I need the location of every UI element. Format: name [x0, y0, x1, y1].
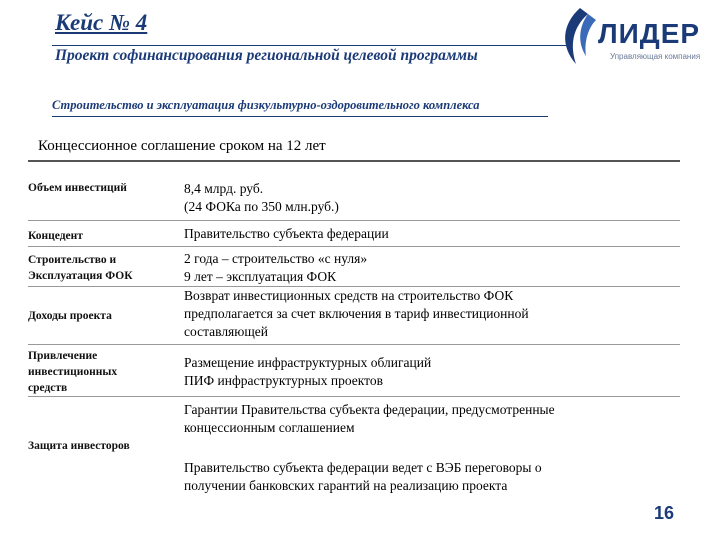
- row-label-funding: Привлечение инвестиционных средств: [28, 350, 118, 394]
- row-value-investment: 8,4 млрд. руб. (24 ФОКа по 350 млн.руб.): [184, 181, 339, 214]
- row-label-investment: Объем инвестиций: [28, 182, 127, 194]
- row-value-construction: 2 года – строительство «с нуля» 9 лет – эксплуатация ФОК: [184, 251, 368, 284]
- row-divider: [28, 344, 680, 345]
- row-value-protection-guarantees: Гарантии Правительства субъекта федерации, предусмотренные концессионным соглашением: [184, 402, 555, 435]
- header-divider: [52, 45, 572, 46]
- row-value-funding: Размещение инфраструктурных облигаций ПИФ инфраструктурных проектов: [184, 355, 432, 388]
- page-number: 16: [654, 503, 675, 523]
- concession-heading: Концессионное соглашение сроком на 12 лет: [38, 138, 326, 154]
- row-label-protection: Защита инвесторов: [28, 440, 130, 452]
- row-value-protection-veb: Правительство субъекта федерации ведет с ВЭБ переговоры о получении банковских гарантий на реализацию проекта: [184, 460, 542, 493]
- row-value-income: Возврат инвестиционных средств на строительство ФОК предполагается за счет включения в тариф инвестиционной составляющей: [184, 288, 529, 339]
- concession-divider: [28, 160, 680, 162]
- row-divider: [28, 246, 680, 247]
- subtitle: Строительство и эксплуатация физкультурно-оздоровительного комплекса: [52, 98, 480, 112]
- logo-name: ЛИДЕР: [598, 18, 701, 49]
- row-label-grantor: Концедент: [28, 230, 83, 242]
- case-title: Кейс № 4: [55, 10, 148, 35]
- row-divider: [28, 220, 680, 221]
- row-label-construction: Строительство и Эксплуатация ФОК: [28, 254, 133, 282]
- subtitle-underline: [52, 116, 548, 117]
- logo-tagline: Управляющая компания: [610, 52, 701, 61]
- row-value-grantor: Правительство субъекта федерации: [184, 226, 389, 241]
- project-title: Проект софинансирования региональной целевой программы: [55, 47, 478, 64]
- row-label-income: Доходы проекта: [28, 310, 112, 322]
- row-divider: [28, 396, 680, 397]
